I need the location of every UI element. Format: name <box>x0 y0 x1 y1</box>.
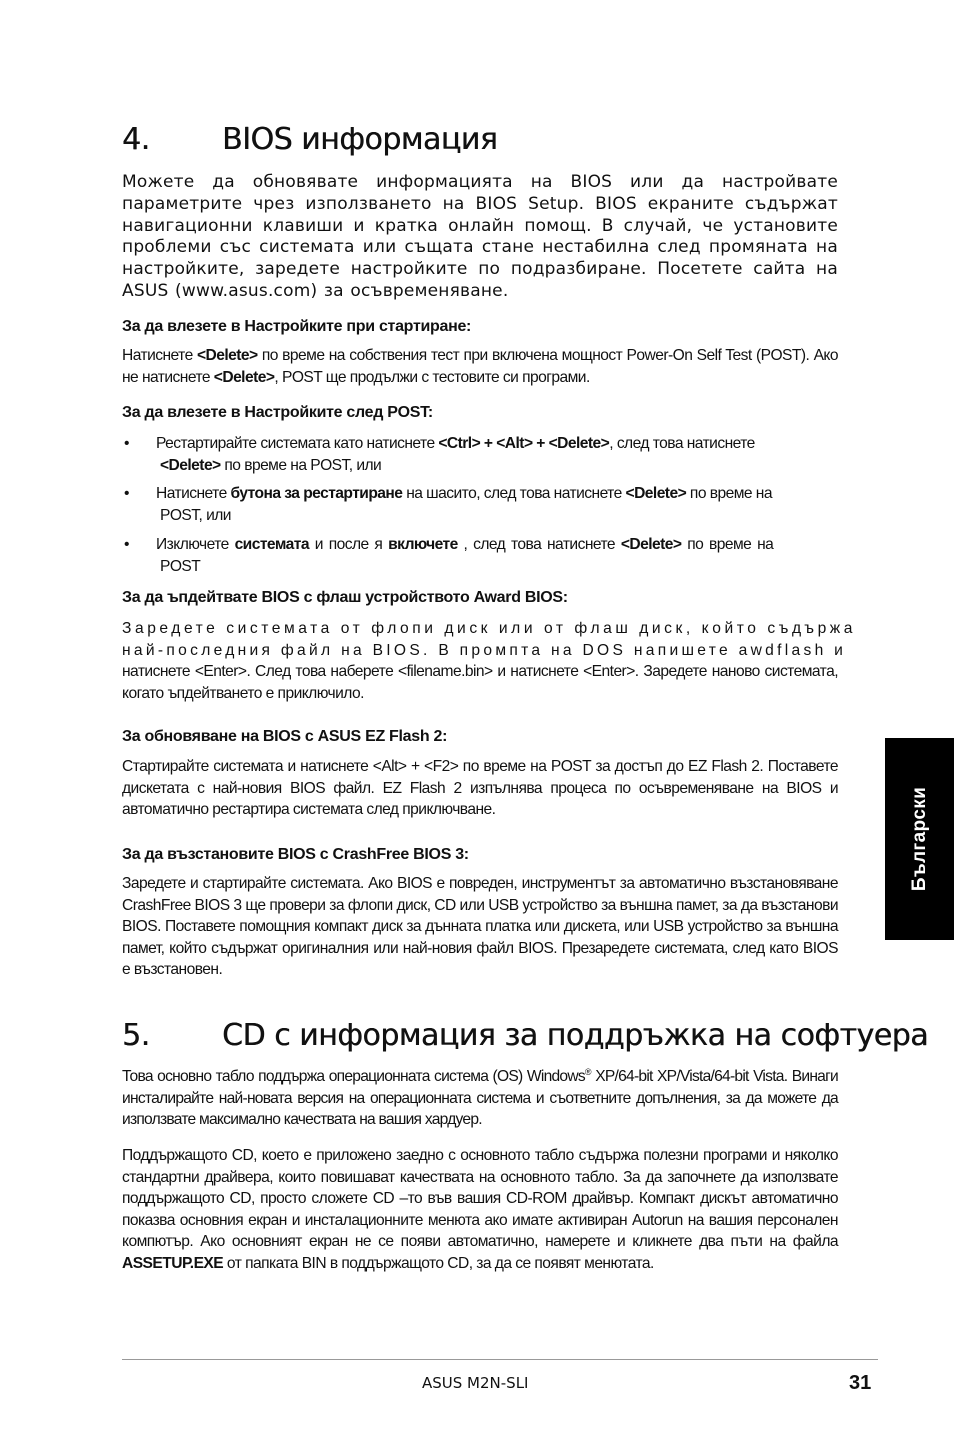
section-5-heading <box>122 1018 929 1053</box>
paragraph-award-bios-flash <box>122 618 856 704</box>
paragraph-enter-setup-on-boot <box>122 345 838 388</box>
section-4-intro: Можете да обновявате информацията на BIOS или да настройвате параметрите чрез използването на BIOS Setup. BIOS екраните съдържат навигационни клавиши и кратка онлайн помощ. В случай, че установите проблеми със системата или същата стане нестабилна след промяната на настройките, заредете настройките по подразбиране. Посетете сайта на ASUS (www.asus.com) за осъвременяване. <box>122 172 838 301</box>
list-item-text-line2: POST <box>160 557 201 575</box>
sub-heading-enter-setup-after-post: За да влезете в Настройките след POST: <box>122 404 433 421</box>
emphasis-system: системата <box>234 536 309 553</box>
text: , след това натиснете <box>609 435 755 452</box>
text: Изключете <box>156 536 235 553</box>
text: и после я <box>308 536 389 553</box>
sub-heading-crashfree-bios-3: За да възстановите BIOS с CrashFree BIOS 3: <box>122 846 469 863</box>
list-item-text <box>156 483 838 505</box>
page-number: 31 <box>849 1372 872 1394</box>
key-delete: <Delete> <box>625 485 687 502</box>
key-combo: <Ctrl> + <Alt> + <Delete> <box>438 435 610 452</box>
text: Рестартирайте системата като натиснете <box>156 435 439 452</box>
bullet-icon: • <box>124 485 129 502</box>
filename-assetup: ASSETUP.EXE <box>122 1254 224 1272</box>
footer-model-name: ASUS M2N-SLI <box>422 1374 529 1392</box>
text: по време на <box>681 536 774 553</box>
text: , POST ще продължи с тестовите си програми. <box>274 368 590 386</box>
list-item-text <box>156 534 838 556</box>
text: XP/64-bit XP/Vista/64-bit Vista. Винаги инсталирайте най-новата версия на операционната система и съответните допълнения, за да можете да използвате максимално качествата на вашия хардуер. <box>122 1068 838 1129</box>
language-side-tab <box>885 738 954 940</box>
text: Натиснете <box>122 347 197 364</box>
section-4-number: 4. <box>122 122 150 157</box>
paragraph-os-support <box>122 1066 838 1131</box>
sub-heading-enter-setup-on-boot: За да влезете в Настройките при стартиране: <box>122 318 472 335</box>
paragraph-crashfree-bios-3: Заредете и стартирайте системата. Ако BIOS е повреден, инструментът за автоматично възстановяване CrashFree BIOS 3 ще провери за флопи диск, CD или USB устройство за външна памет, за да възстанови BIOS. Поставете помощния компакт диск за дънната платка или дискета, или USB устройство за външна памет, който съдържат оригиналния или най-новия файл BIOS. Презаредете системата, след като BIOS е възстановен. <box>122 875 838 979</box>
registered-mark: ® <box>584 1066 591 1077</box>
key-delete: <Delete> <box>160 456 221 474</box>
bullet-icon: • <box>124 536 129 553</box>
section-4-heading <box>122 122 838 157</box>
text: по време на <box>686 485 772 502</box>
key-delete: <Delete> <box>196 347 258 364</box>
key-delete: <Delete> <box>620 536 682 553</box>
list-item-text-line2: POST, или <box>160 506 231 524</box>
text: по време на POST, или <box>220 456 382 474</box>
list-item-text <box>156 433 838 455</box>
paragraph-ez-flash-2: Стартирайте системата и натиснете <Alt> + <F2> по време на POST за достъп до EZ Flash 2. Поставете дискетата с най-новия BIOS файл. EZ Flash 2 изпълнява процеса по осъвременяване на BIOS и автоматично рестартира системата след приключване. <box>122 758 838 819</box>
text: на шасито, след това натиснете <box>402 485 626 502</box>
text: , след това натиснете <box>457 536 621 553</box>
text: от папката BIN в поддържащото CD, за да се появят менютата. <box>223 1254 654 1272</box>
text: Поддържащото CD, което е приложено заедно с основното табло съдържа полезни програми и няколко стандартни драйвера, които повишават качествата на основното табло. За да започнете да използвате поддържащото CD, просто сложете CD –то във вашия CD-ROM драйвър. Компакт дискът автоматично показва основния екран и инсталационните менюта ако имате активиран Autorun на вашия персонален компютър. Ако основният екран не се появи автоматично, намерете и кликнете два пъти на файла <box>122 1147 838 1251</box>
list-item-text-line2 <box>160 455 838 477</box>
text: по време на собствения тест при включена мощност Power-On Self Test (POST). Ако не натиснете <box>122 347 838 386</box>
text-line: най-последния файл на BIOS. В промпта на DOS напишете awdflash и <box>122 641 847 659</box>
section-5-title: CD с информация за поддръжка на софтуера <box>222 1018 929 1053</box>
paragraph-support-cd <box>122 1145 838 1275</box>
footer-divider <box>122 1359 878 1360</box>
emphasis-turn-on: включете <box>388 536 458 553</box>
text-block: натиснете <Enter>. След това наберете <filename.bin> и натиснете <Enter>. Заредете наново системата, когато ъпдейтването е приключило. <box>122 663 838 702</box>
text: Това основно табло поддържа операционната система (OS) Windows <box>122 1068 585 1085</box>
key-delete: <Delete> <box>213 368 275 386</box>
bullet-icon: • <box>124 435 129 452</box>
reset-button-label: бутона за рестартиране <box>230 485 403 502</box>
text: Натиснете <box>156 485 231 502</box>
language-label: Български <box>908 786 930 892</box>
text-line: Заредете системата от флопи диск или от флаш диск, който съдържа <box>122 620 856 637</box>
section-5-number: 5. <box>122 1018 150 1053</box>
section-4-title: BIOS информация <box>222 122 498 157</box>
sub-heading-ez-flash-2: За обновяване на BIOS с ASUS EZ Flash 2: <box>122 728 448 745</box>
sub-heading-award-bios-flash: За да ъпдейтвате BIOS с флаш устройството Award BIOS: <box>122 589 568 606</box>
